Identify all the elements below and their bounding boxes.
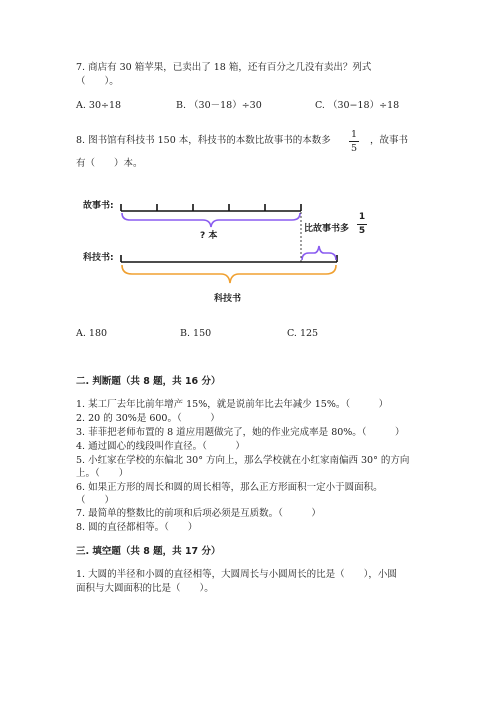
q8-line2: 有（ ）本。 xyxy=(76,158,143,169)
judge-item-1: 1. 某工厂去年比前年增产 15%，就是说前年比去年减少 15%。（ ） xyxy=(76,399,389,410)
more-than-label: 比故事书多 xyxy=(304,224,350,234)
judge-item-2: 2. 20 的 30%是 600。（ ） xyxy=(76,413,220,424)
tech-books-brace xyxy=(122,265,336,283)
q8-fraction-numerator: 1 xyxy=(350,129,358,140)
tech-total-label: 科技书 xyxy=(214,294,242,304)
q8-option-a[interactable]: A. 180 xyxy=(76,328,108,339)
q7-line2: （ ）。 xyxy=(76,76,119,87)
diagram-fraction-denominator: 5 xyxy=(358,226,366,236)
q7-option-c[interactable]: C. （30−18）÷18 xyxy=(315,100,400,111)
diagram-fraction-numerator: 1 xyxy=(358,212,366,222)
fill-item-1-cont: 面积与大圆面积的比是（ ）。 xyxy=(76,583,214,594)
tech-books-segment xyxy=(121,255,337,262)
q8-fraction-denominator: 5 xyxy=(350,143,358,154)
judge-item-8: 8. 圆的直径都相等。（ ） xyxy=(76,522,198,533)
story-books-brace xyxy=(122,213,300,227)
unknown-count-label: ? 本 xyxy=(200,231,218,241)
judge-item-6: 6. 如果正方形的周长和圆的周长相等，那么正方形面积一定小于圆面积。 xyxy=(76,482,383,493)
judge-item-7: 7. 最简单的整数比的前项和后项必须是互质数。（ ） xyxy=(76,508,321,519)
judge-item-6-cont: （ ） xyxy=(76,495,115,506)
tech-books-label: 科技书: xyxy=(83,253,114,263)
q8-line1: 8. 图书馆有科技书 150 本，科技书的本数比故事书的本数多 xyxy=(76,135,331,146)
extra-part-brace xyxy=(302,246,336,260)
story-books-label: 故事书: xyxy=(83,201,114,211)
fill-item-1: 1. 大圆的半径和小圆的直径相等，大圆周长与小圆周长的比是（ ），小圆 xyxy=(76,569,397,580)
q8-option-c[interactable]: C. 125 xyxy=(287,328,319,339)
judge-item-3: 3. 菲菲把老师布置的 8 道应用题做完了，她的作业完成率是 80%。（ ） xyxy=(76,427,405,438)
judge-item-4: 4. 通过圆心的线段叫作直径。（ ） xyxy=(76,441,245,452)
q7-line1: 7. 商店有 30 箱苹果，已卖出了 18 箱，还有百分之几没有卖出？列式 xyxy=(76,62,372,73)
q8-line1-tail: ，故事书 xyxy=(370,135,409,146)
judge-item-5-cont: 上。（ ） xyxy=(76,468,129,479)
section3-title: 三. 填空题（共 8 题，共 17 分） xyxy=(76,546,221,557)
section2-title: 二. 判断题（共 8 题，共 16 分） xyxy=(76,376,221,387)
q7-option-b[interactable]: B. （30－18）÷30 xyxy=(176,100,262,111)
judge-item-5: 5. 小红家在学校的东偏北 30° 方向上，那么学校就在小红家南偏西 30° 的方向 xyxy=(76,455,410,466)
q8-option-b[interactable]: B. 150 xyxy=(180,328,212,339)
q7-option-a[interactable]: A. 30÷18 xyxy=(76,100,122,111)
story-books-segment xyxy=(121,204,301,211)
